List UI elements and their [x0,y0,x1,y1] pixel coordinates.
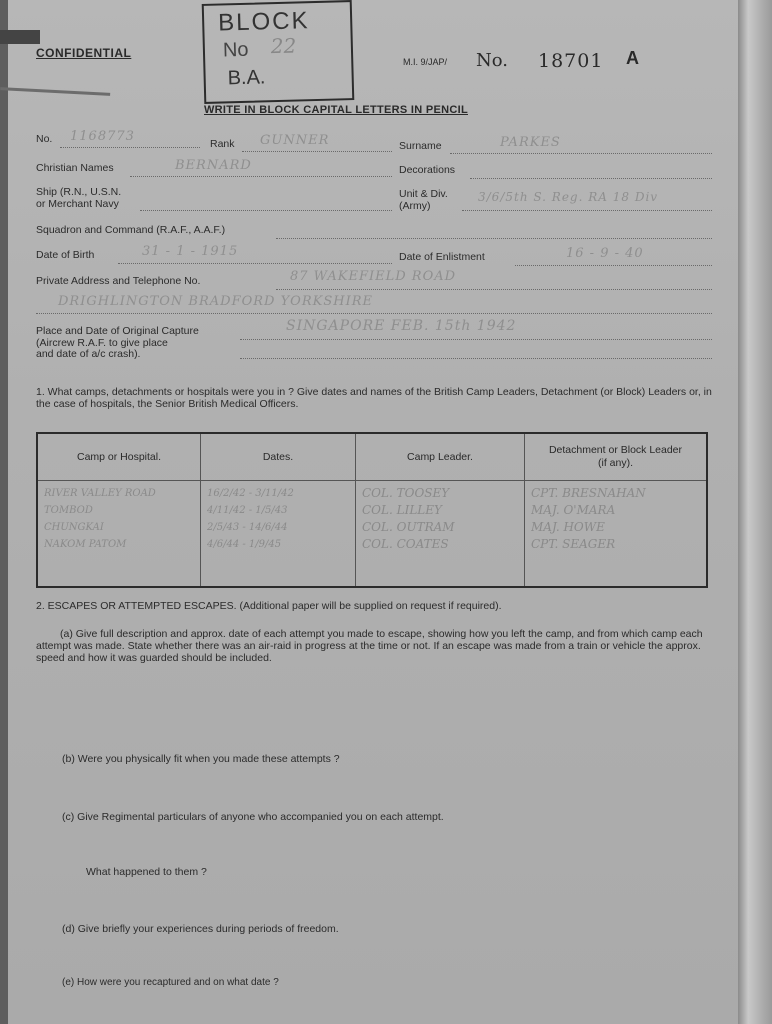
question-2d: (d) Give briefly your experiences during periods of freedom. [62,923,339,935]
series-letter: A [626,48,639,68]
header-detachment-leader: Detachment or Block Leader (if any). [525,433,708,481]
question-2c: (c) Give Regimental particulars of anyone who accompanied you on each attempt. [62,811,444,823]
camp-leader-column [356,481,525,588]
question-2e: (e) How were you recaptured and on what date ? [62,977,279,988]
table-cell: COL. COATES [362,537,449,551]
surname-line [450,153,712,154]
no-value: 1168773 [70,129,135,144]
squadron-line [276,238,712,239]
decorations-line [470,178,712,179]
table-cell: RIVER VALLEY ROAD [44,488,156,499]
dob-value: 31 - 1 - 1915 [142,244,239,259]
rank-line [242,151,392,152]
question-2c-sub: What happened to them ? [86,866,207,878]
question-2b: (b) Were you physically fit when you made these attempts ? [62,753,340,765]
squadron-label: Squadron and Command (R.A.F., A.A.F.) [36,224,226,236]
christian-line [130,176,392,177]
confidential-label: CONFIDENTIAL [36,46,132,60]
decorations-label: Decorations [399,164,456,176]
dob-label: Date of Birth [36,249,95,261]
capture-label [36,326,199,361]
unit-line [462,210,712,211]
table-cell: MAJ. HOWE [531,520,605,534]
form-reference: M.I. 9/JAP/ [403,57,448,67]
table-cell: MAJ. O'MARA [531,503,616,517]
table-cell: COL. LILLEY [362,503,442,517]
surname-label: Surname [399,140,442,152]
table-cell: 16/2/42 - 3/11/42 [207,488,294,499]
unit-label-line-2: (Army) [399,200,431,212]
ship-label-line-2: or Merchant Navy [36,198,119,210]
capture-label-line-1: Place and Date of Original Capture [36,325,199,337]
stamp-line-3: B.A. [227,66,266,90]
table-cell: COL. TOOSEY [362,486,450,500]
camps-table [36,432,708,588]
address-line-2 [36,313,712,314]
header-camp: Camp or Hospital. [37,433,201,481]
page-edge [738,0,772,1024]
capture-label-line-3: and date of a/c crash). [36,348,141,360]
table-cell: CPT. BRESNAHAN [531,486,646,500]
header-dates: Dates. [201,433,356,481]
detachment-leader-column [525,481,708,588]
ship-label-line-1: Ship (R.N., U.S.N. [36,186,122,198]
table-cell: 4/11/42 - 1/5/43 [207,505,288,516]
dates-column [201,481,356,588]
question-1: 1. What camps, detachments or hospitals were you in ? Give dates and names of the British Camp Leaders, Detachment (or Block) Leaders or, in the case of hospitals, the Senior British Medical Officers. [36,386,712,410]
table-cell: 4/6/44 - 1/9/45 [207,539,282,550]
enlistment-label: Date of Enlistment [399,251,485,263]
question-2a: (a) Give full description and approx. date of each attempt you made to escape, showing how you left the camp, and from which camp each attempt was made. State whether there was an air-raid in progress at the time or not. If an escape was made from a train or vehicle the approx. speed and how it was guarded should be included. [36,628,703,664]
address-line-1 [276,289,712,290]
no-label: No. [36,133,53,145]
camps-column [37,481,201,588]
address-label: Private Address and Telephone No. [36,275,201,287]
rank-value: GUNNER [260,133,330,148]
table-cell: 2/5/43 - 14/6/44 [207,522,288,533]
address-value-2: DRIGHLINGTON BRADFORD YORKSHIRE [58,294,374,309]
instruction-heading: WRITE IN BLOCK CAPITAL LETTERS IN PENCIL [204,104,468,116]
no-line [60,147,200,148]
stamp-line-1: BLOCK [217,7,310,37]
enlistment-value: 16 - 9 - 40 [566,246,644,261]
christian-names-label: Christian Names [36,162,114,174]
table-cell: TOMBOD [44,505,93,516]
ship-line [140,210,392,211]
rank-label: Rank [210,138,235,150]
table-cell: COL. OUTRAM [362,520,455,534]
table-cell: CPT. SEAGER [531,537,616,551]
capture-label-line-2: (Aircrew R.A.F. to give place [36,336,168,349]
unit-label-line-1: Unit & Div. [399,188,448,200]
capture-line-2 [240,358,712,359]
dob-line [118,263,392,264]
serial-number: 18701 [538,50,604,72]
table-cell: CHUNGKAI [44,522,104,533]
surname-value: PARKES [500,135,561,150]
unit-value: 3/6/5th S. Reg. RA 18 Div [478,190,659,204]
enlistment-line [515,265,712,266]
block-stamp [202,0,355,104]
header-camp-leader: Camp Leader. [356,433,525,481]
file-tag [0,30,40,44]
number-label: No. [476,50,508,71]
address-value-1: 87 WAKEFIELD ROAD [290,269,457,284]
stamp-line-2: No [222,38,249,62]
ship-label [36,186,121,210]
unit-label [399,188,448,212]
question-2-title: 2. ESCAPES OR ATTEMPTED ESCAPES. (Additional paper will be supplied on request if required). [36,600,502,612]
christian-names-value: BERNARD [175,158,252,173]
table-cell: NAKOM PATOM [44,539,127,550]
capture-line-1 [240,339,712,340]
stamp-handwritten-number: 22 [270,33,297,59]
capture-value: SINGAPORE FEB. 15th 1942 [286,318,517,334]
